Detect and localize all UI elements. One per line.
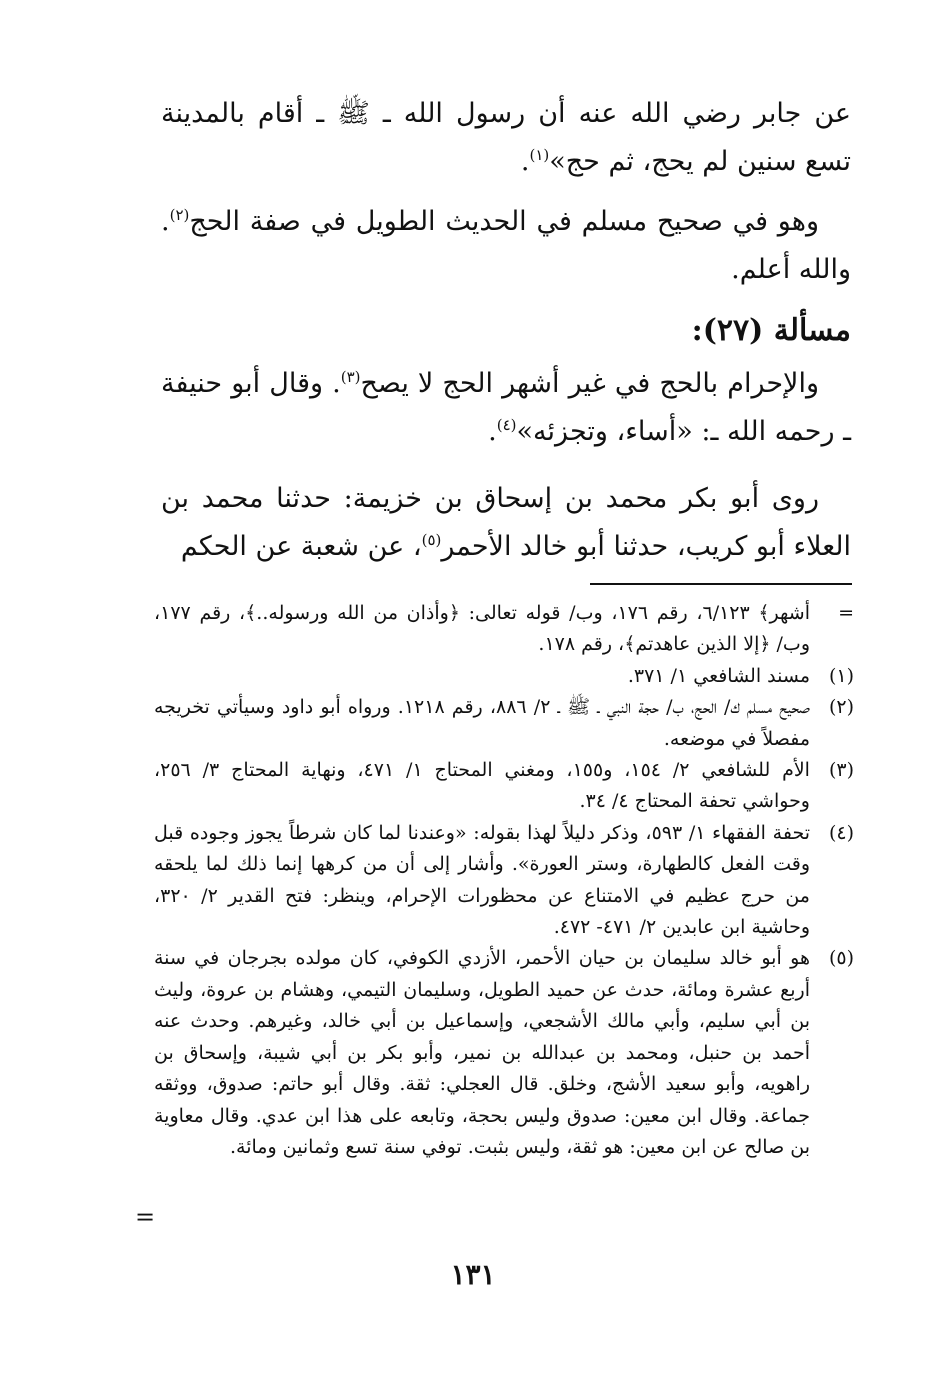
paragraph-text: روى أبو بكر محمد بن إسحاق بن خزيمة: حدثنا محمد بن العلاء أبو كريب، حدثنا أبو خالد الأحمر: [161, 483, 851, 562]
footnote-number: (٢): [828, 696, 854, 719]
footnote-number: (٣): [828, 759, 854, 782]
footnote-number: (٤): [828, 821, 854, 844]
paragraph-text: ، عن شعبة عن الحكم: [180, 531, 422, 562]
paragraph-text: وهو في صحيح مسلم في الحديث الطويل في صفة الحج: [189, 206, 819, 237]
footnote-ref-2[interactable]: (٢): [169, 206, 190, 224]
paragraph-hadith-jabir: [161, 90, 851, 186]
footnote-text: صحيح مسلم ك/ الحج، ب/ حجة النبي ـ ﷺ ـ ٢/ ٨٨٦، رقم ١٢١٨. ورواه أبو داود وسيأتي تخريجه مفصلاً في موضعه.: [154, 696, 810, 750]
footnote-separator: [590, 583, 852, 585]
footnote-2: [154, 692, 854, 755]
footnote-ref-3[interactable]: (٣): [340, 368, 361, 386]
continuation-mark: =: [838, 602, 854, 624]
footnote-continues-mark: =: [135, 1203, 156, 1231]
footnote-text: الأم للشافعي ٢/ ١٥٤، و١٥٥، ومغني المحتاج ١/ ٤٧١، ونهاية المحتاج ٣/ ٢٥٦، وحواشي تحفة المحتاج ٤/ ٣٤.: [154, 759, 810, 813]
footnote-ref-1[interactable]: (١): [529, 146, 550, 164]
footnote-text: مسند الشافعي ١/ ٣٧١.: [627, 664, 810, 687]
footnote-text: هو أبو خالد سليمان بن حيان الأحمر، الأزدي الكوفي، كان مولده بجرجان في سنة أربع عشرة ومائة، حدث عن حميد الطويل، وسليمان التيمي، وهشام بن عروة، وليث بن أبي سليم، وأبي مالك الأشجعي، وإسماعيل بن أبي خالد، وغيرهم. وحدث عنه أحمد بن حنبل، ومحمد بن عبدالله بن نمير، وأبو بكر بن أبي شيبة، وإسحاق بن راهويه، وأبو سعيد الأشج، وخلق. قال العجلي: ثقة. وقال أبو حاتم: صدوق، ووثقه جماعة. وقال ابن معين: صدوق وليس بحجة، وتابعه على هذا ابن عدي. وقال معاوية بن صالح عن ابن معين: هو ثقة، وليس بثبت. توفي سنة تسع وثمانين ومائة.: [154, 947, 810, 1158]
footnote-text: أشهر﴾ ٦/١٢٣، رقم ١٧٦، وب/ قوله تعالى: ﴿وأذان من الله ورسوله..﴾، رقم ١٧٧، وب/ ﴿إلا الذين عاهدتم﴾، رقم ١٧٨.: [154, 602, 810, 656]
paragraph-ibn-khuzaymah: [161, 475, 851, 571]
section-heading: مسألة (٢٧):: [691, 313, 851, 348]
paragraph-end: .: [488, 416, 497, 447]
footnote-1: [154, 661, 854, 692]
footnotes: [154, 598, 854, 1163]
footnote-5: [154, 943, 854, 1163]
paragraph-text: . وقال أبو حنيفة ـ رحمه الله ـ: «أساء، وتجزئه»: [161, 368, 851, 447]
paragraph-ihram: [161, 360, 851, 456]
page-number: ١٣١: [450, 1258, 496, 1291]
footnote-number: (١): [828, 664, 854, 687]
footnote-ref-5[interactable]: (٥): [421, 531, 442, 549]
footnote-4: [154, 818, 854, 944]
footnote-text: تحفة الفقهاء ١/ ٥٩٣، وذكر دليلاً لهذا بقوله: «وعندنا لما كان شرطاً يجوز وجوده قبل وقت الفعل كالطهارة، وستر العورة». وأشار إلى أن من كرهها إنما ذلك لما يلحقه من حرج عظيم في الامتناع عن محظورات الإحرام، وينظر: فتح القدير ٢/ ٣٢٠، وحاشية ابن عابدين ٢/ ٤٧١- ٤٧٢.: [154, 821, 810, 939]
paragraph-text: عن جابر رضي الله عنه أن رسول الله ـ ﷺ ـ أقام بالمدينة تسع سنين لم يحج، ثم حج»: [161, 98, 851, 177]
paragraph-end: . والله أعلم.: [161, 206, 851, 285]
footnote-3: [154, 755, 854, 818]
paragraph-text: والإحرام بالحج في غير أشهر الحج لا يصح: [360, 368, 819, 399]
footnote-ref-4[interactable]: (٤): [496, 416, 517, 434]
paragraph-muslim-reference: [161, 198, 851, 294]
paragraph-end: .: [520, 146, 530, 177]
footnote-continuation: [154, 598, 854, 661]
footnote-number: (٥): [828, 947, 854, 970]
